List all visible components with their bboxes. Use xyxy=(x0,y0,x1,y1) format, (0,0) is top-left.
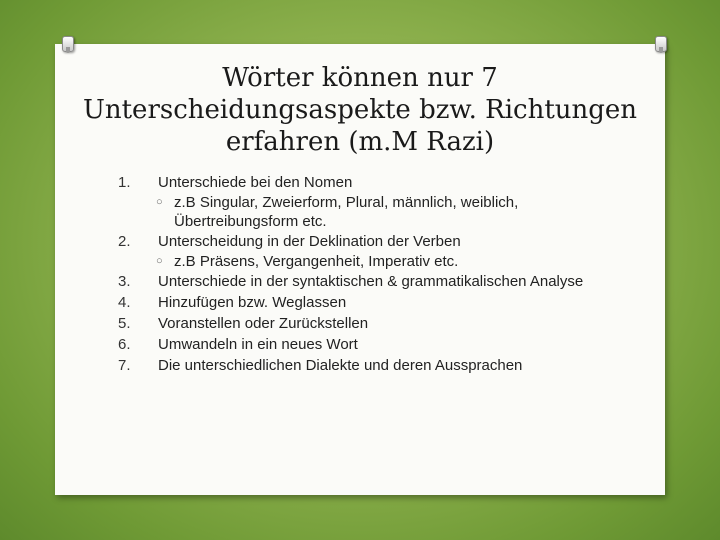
list-item-text: Unterschiede in der syntaktischen & grammatikalischen Analyse xyxy=(158,273,584,290)
list-item xyxy=(118,231,638,252)
list-item-text: Umwandeln in ein neues Wort xyxy=(158,336,358,353)
title-line: Unterscheidungsaspekte bzw. Richtungen xyxy=(82,95,638,125)
list-item-text: Die unterschiedlichen Dialekte und deren Aussprachen xyxy=(158,357,523,374)
pushpin-icon xyxy=(62,36,74,52)
slide-title xyxy=(55,62,665,158)
list-number: 3. xyxy=(118,273,131,290)
sub-item-text: z.B Singular, Zweierform, Plural, männlich, weiblich, Übertreibungsform etc. xyxy=(174,194,519,230)
circle-bullet-icon: ○ xyxy=(156,255,163,267)
list-number: 1. xyxy=(118,174,131,191)
numbered-list xyxy=(118,172,638,376)
list-item-text: Hinzufügen bzw. Weglassen xyxy=(158,294,347,311)
sub-item-text: z.B Präsens, Vergangenheit, Imperativ etc. xyxy=(174,253,459,270)
circle-bullet-icon: ○ xyxy=(156,196,163,208)
list-number: 6. xyxy=(118,336,131,353)
list-item xyxy=(118,313,638,334)
sub-item xyxy=(118,252,638,271)
list-item xyxy=(118,271,638,292)
list-item xyxy=(118,355,638,376)
list-item-text: Unterschiede bei den Nomen xyxy=(158,174,353,191)
list-number: 7. xyxy=(118,357,131,374)
list-item xyxy=(118,334,638,355)
list-number: 4. xyxy=(118,294,131,311)
pushpin-icon xyxy=(655,36,667,52)
list-item xyxy=(118,172,638,193)
list-item xyxy=(118,292,638,313)
list-number: 2. xyxy=(118,233,131,250)
sub-item xyxy=(118,193,638,231)
list-item-text: Voranstellen oder Zurückstellen xyxy=(158,315,369,332)
title-line: erfahren (m.M Razi) xyxy=(225,127,495,157)
list-item-text: Unterscheidung in der Deklination der Verben xyxy=(158,233,461,250)
title-line: Wörter können nur 7 xyxy=(222,63,498,93)
list-number: 5. xyxy=(118,315,131,332)
